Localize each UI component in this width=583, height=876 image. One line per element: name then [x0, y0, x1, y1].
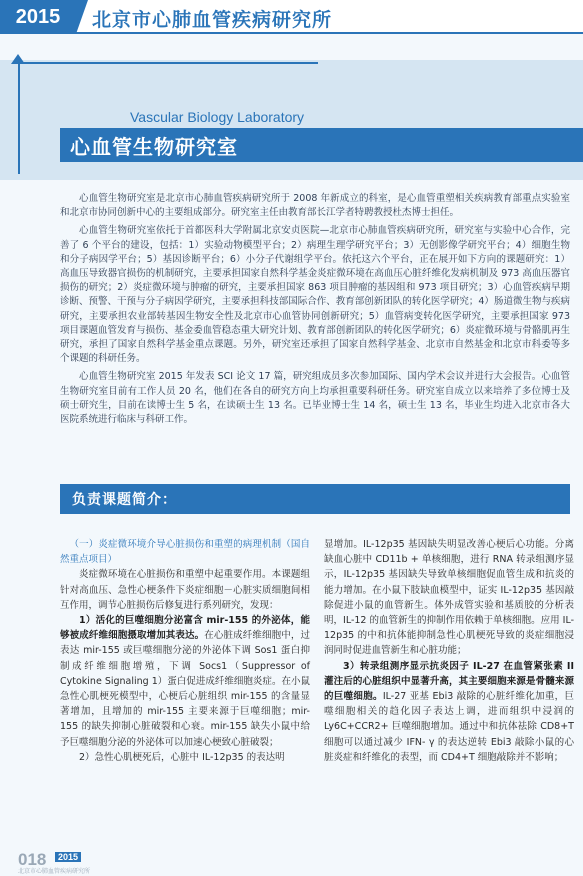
- finding-3-body: IL-27 亚基 Ebi3 敲除的心脏纤维化加重，巨噬细胞相关的趋化因子表达上调，进而组织中浸润的 Ly6C+CCR2+ 巨噬细胞增加。通过中和抗体祛除 CD8+T 细胞可以通过减少 IFN- γ 的表达逆转 Ebi3 敲除小鼠的心脏炎症和纤维化的表型，而 CD4+T 细胞敲除并不影响；: [324, 691, 574, 763]
- finding-2-start: 2）急性心肌梗死后，心脏中 IL-12p35 的表达明: [79, 751, 285, 763]
- finding-3: [324, 659, 574, 765]
- footer-year: 2015: [55, 852, 81, 862]
- intro-paragraph: 心血管生物研究室依托于首都医科大学附属北京安贞医院—北京市心肺血管疾病研究所，研究室与实验中心合作，完善了 6 个平台的建设，包括：1）实验动物模型平台；2）病理生理学研究平台；3）无创影像学研究平台；4）细胞生物和分子病因学平台；5）基因诊断平台；6）小分子代谢组学平台。依托这六个平台，正在展开如下方向的课题研究：1）高血压导致器官损伤的机制研究，主要承担国家自然科学基金炎症微环境在高血压心脏纤维化发病机制及 973 高血压器官损伤的研究；2）炎症微环境与肿瘤的研究，主要承担国家 863 项目肿瘤的基因组和 973 项目研究；3）心血管疾病早期诊断、预警、干预与分子病因学研究，主要承担科技部国际合作、教育部创新团队的转化医学研究；4）肠道微生物与疾病研究，主要承担农业部转基因生物安全性及北京市心血管协同创新研究；5）血管病变转化医学研究，主要承担国家 973 项目课题血管发育与损伤、基金委血管稳态重大研究计划、教育部创新团队的转化医学研究；6）炎症微环境与骨骼肌再生研究，承担了国家自然科学基金重点课题。另外，研究室还承担了国家自然科学基金、北京市自然基金和北京市科委等多个课题的科研任务。: [60, 225, 570, 365]
- intro-text: [60, 192, 570, 431]
- page-number: 018: [18, 850, 47, 869]
- intro-paragraph: 心血管生物研究室是北京市心肺血管疾病研究所于 2008 年新成立的科室，是心血管重塑相关疾病教育部重点实验室和北京市协同创新中心的主要组成部分。研究室主任由教育部长江学者特聘教授杜杰博士担任。: [60, 193, 570, 219]
- institute-title: 北京市心肺血管疾病研究所: [92, 9, 333, 31]
- finding-2-continued: 显增加。IL-12p35 基因缺失明显改善心梗后心功能。分离缺血心脏中 CD11b + 单核细胞，进行 RNA 转录组测序显示，IL-12p35 基因缺失导致单核细胞促血管生成和抗炎的能力增加。在小鼠下肢缺血模型中，证实 IL-12p35 基因敲除促进小鼠的血管新生。体外成管实验和基质胶的分析表明，IL-12 的血管新生的抑制作用依赖于单核细胞。应用 IL-12p35 的中和抗体能抑制急性心肌梗死导致的炎症细胞浸润同时促进血管新生和心脏功能；: [324, 539, 574, 657]
- year-badge: 2015: [0, 0, 76, 34]
- footer-subtitle: 北京市心肺血管疾病研究所: [18, 868, 91, 875]
- finding-1-body: 在心脏成纤维细胞中，过表达 mir-155 或巨噬细胞分泌的外泌体下调 Sos1 蛋白抑制成纤维细胞增殖，下调 Socs1（Suppressor of Cytokine Signaling 1）蛋白促进成纤维细胞炎症。在小鼠急性心肌梗死模型中，心梗后心脏组织 mir-155 的含量显著增加，且增加的 mir-155 主要来源于巨噬细胞；mir-155 的缺失抑制心脏破裂和心衰。mir-155 缺失小鼠中给予巨噬细胞分泌的外泌体可以加速心梗致心脏破裂；: [60, 630, 310, 748]
- finding-1-heading: 1）活化的巨噬细胞分泌富含 mir-155 的外泌体，能够被成纤维细胞摄取增加其表达。: [60, 615, 310, 642]
- finding-1: [60, 613, 310, 750]
- project-title: （一）炎症微环境介导心脏损伤和重塑的病理机制（国自然重点项目）: [60, 539, 310, 566]
- left-column: [60, 537, 310, 765]
- lab-name-english: Vascular Biology Laboratory: [130, 109, 305, 125]
- finding-3-heading: 3）转录组测序显示抗炎因子 IL-27 在血管紧张素 II 灌注后的心脏组织中显著升高，其主要细胞来源是骨髓来源的巨噬细胞。: [324, 660, 574, 703]
- project-intro: 炎症微环境在心脏损伤和重塑中起重要作用。本课题组针对高血压、急性心梗条件下炎症细胞－心脏实质细胞间相互作用，调节心脏损伤后修复进行系列研究，发现：: [60, 569, 310, 611]
- section-title: 负责课题简介：: [72, 492, 177, 508]
- lab-name-chinese: 心血管生物研究室: [70, 135, 238, 159]
- header-bar: [0, 0, 583, 34]
- right-column: [324, 537, 574, 765]
- intro-paragraph: 心血管生物研究室 2015 年发表 SCI 论文 17 篇，研究组成员多次参加国际、国内学术会议并进行大会报告。心血管生物研究室目前有工作人员 20 名，他们在各自的研究方向上均承担重要科研任务。研究室自成立以来培养了多位博士及硕士研究生，目前在读博士生 5 名，在读硕士生 13 名。已毕业博士生 14 名，硕士生 13 名，毕业生均进入北京市各大医院系统进行临床与科研工作。: [60, 371, 570, 426]
